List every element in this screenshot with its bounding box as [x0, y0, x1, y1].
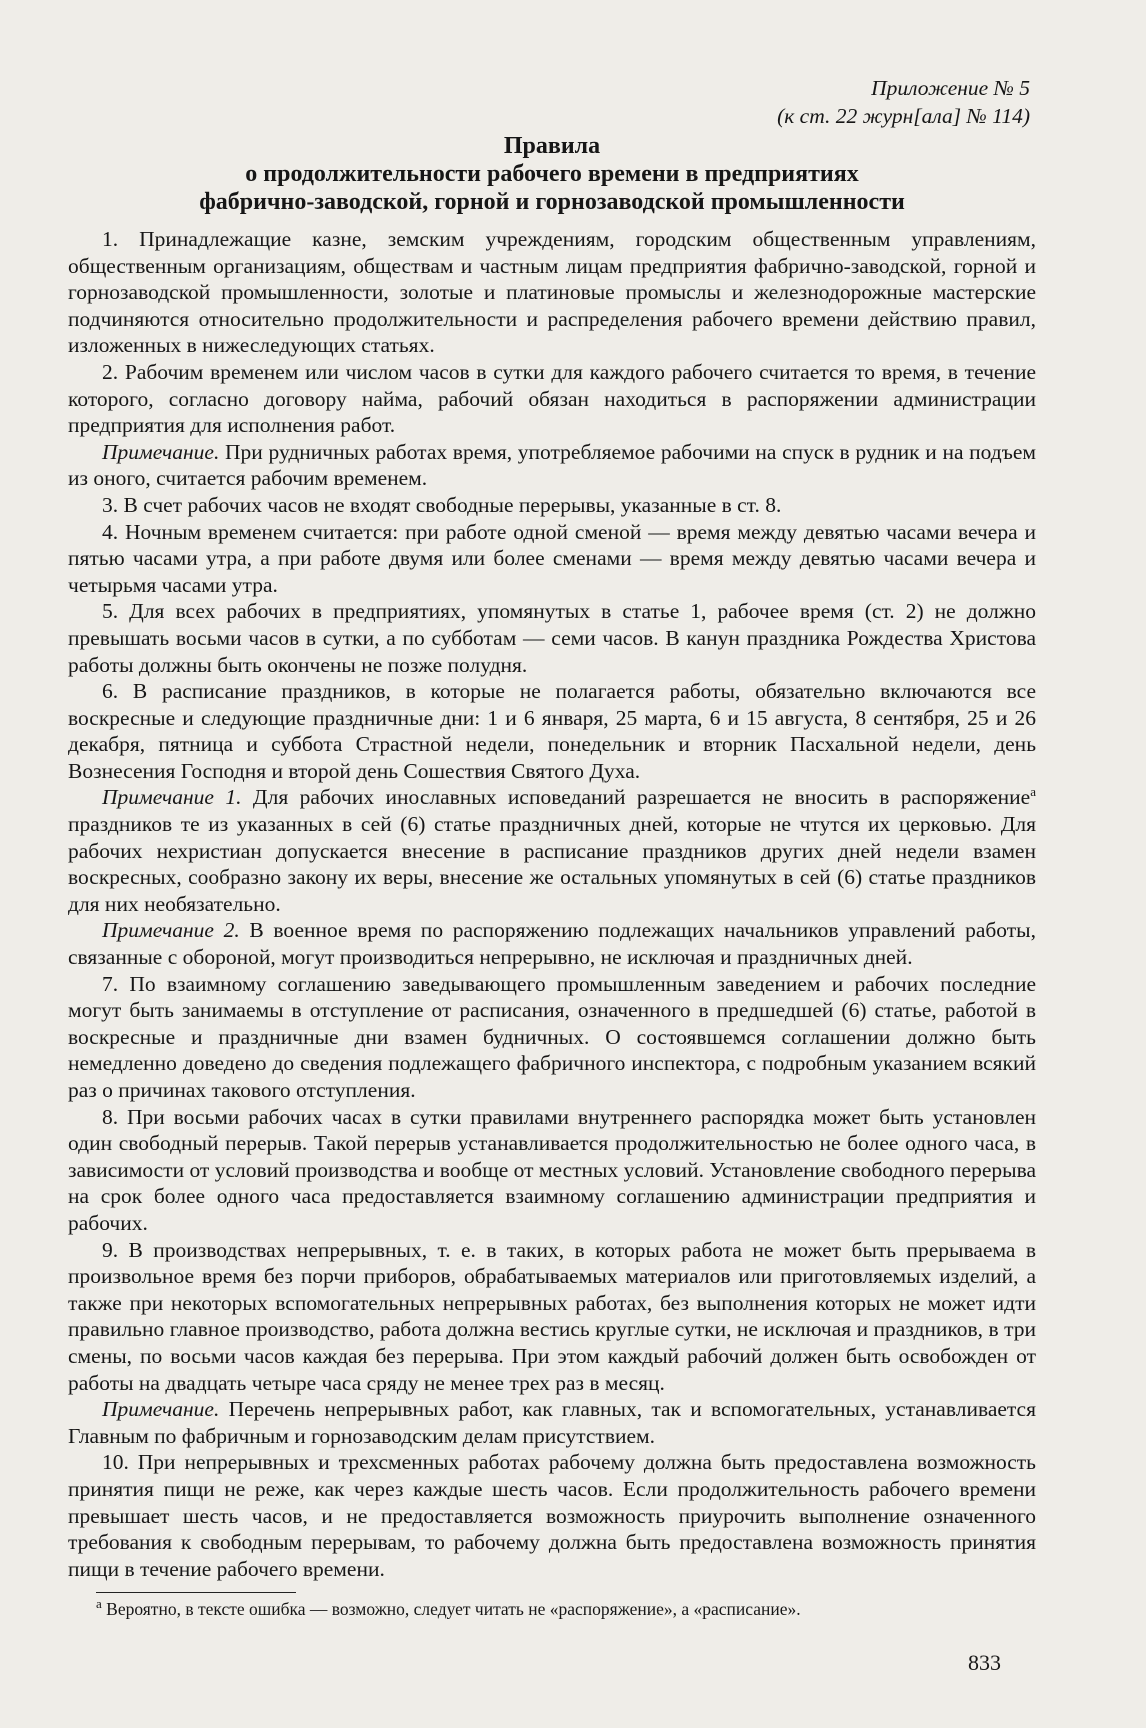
- article-2: 2. Рабочим временем или числом часов в сутки для каждого рабочего считается то время, в течение которого, согласно договору найма, рабочий обязан находиться в распоряжении администрации предприятия для исполнения работ.: [68, 359, 1036, 438]
- note-text: В военное время по распоряжению подлежащих начальников управлений работы, связанные с обороной, могут производиться непрерывно, не исключая и праздничных дней.: [68, 918, 1036, 970]
- footnote: [96, 1597, 1036, 1621]
- article-10: 10. При непрерывных и трехсменных работах рабочему должна быть предоставлена возможность принятия пищи не реже, как через каждые шесть часов. Если продолжительность рабочего времени превышает шесть часов, и не предоставляется возможность приурочить выполнение означенного требования к свободным перерывам, то рабочему должна быть предоставлена возможность принятия пищи в течение рабочего времени.: [68, 1450, 1036, 1581]
- document-title: [68, 132, 1036, 216]
- article-9: 9. В производствах непрерывных, т. е. в таких, в которых работа не может быть прерываема в произвольное время без порчи приборов, обрабатываемых материалов или приготовляемых изделий, а также при некоторых вспомогательных непрерывных работах, без выполнения которых не может идти правильно главное производство, работа должна вестись круглые сутки, не исключая и праздников, в три смены, по восьми часов каждая без перерыва. При этом каждый рабочий должен быть освобожден от работы на двадцать четыре часа сряду не менее трех раз в месяц.: [68, 1237, 1036, 1395]
- article-9-note: [68, 1396, 1036, 1449]
- note-label: Примечание 1.: [102, 785, 242, 810]
- appendix-header: [68, 74, 1030, 130]
- note-label: Примечание.: [102, 439, 220, 464]
- page-number: 833: [968, 1650, 1001, 1675]
- document-body: [68, 226, 1036, 1582]
- note-text: праздников те из указанных в сей (6) статье праздничных дней, которые не чтутся их церковью. Для рабочих нехристиан допускается внесение в расписание праздников других дней недели взамен воскресных, сообразно закону их веры, внесение же остальных упомянутых в сей (6) статье праздников для них необязательно.: [68, 812, 1036, 916]
- title-line-2: о продолжительности рабочего времени в предприятиях: [245, 161, 859, 187]
- footnote-ref: а: [1030, 784, 1036, 800]
- article-6-note-1: [68, 784, 1036, 917]
- article-1: 1. Принадлежащие казне, земским учреждениям, городским общественным управлениям, общественным организациям, обществам и частным лицам предприятия фабрично-заводской, горной и горнозаводской промышленности, золотые и платиновые промыслы и железнодорожные мастерские подчиняются относительно продолжительности и распределения рабочего времени действию правил, изложенных в нижеследующих статьях.: [68, 227, 1036, 358]
- title-line-3: фабрично-заводской, горной и горнозаводской промышленности: [199, 189, 905, 215]
- title-line-1: Правила: [503, 133, 601, 159]
- note-label: Примечание.: [102, 1397, 220, 1422]
- appendix-reference: (к ст. 22 журн[ала] № 114): [777, 104, 1030, 128]
- article-6: 6. В расписание праздников, в которые не полагается работы, обязательно включаются все воскресные и следующие праздничные дни: 1 и 6 января, 25 марта, 6 и 15 августа, 8 сентября, 25 и 26 декабря, пятница и суббота Страстной недели, понедельник и вторник Пасхальной недели, день Вознесения Господня и второй день Сошествия Святого Духа.: [68, 679, 1036, 783]
- footnote-text: Вероятно, в тексте ошибка — возможно, следует читать не «распоряжение», а «расписание».: [101, 1599, 801, 1620]
- article-8: 8. При восьми рабочих часах в сутки правилами внутреннего распорядка может быть установлен один свободный перерыв. Такой перерыв устанавливается продолжительностью не более одного часа, в зависимости от условий производства и вообще от местных условий. Установление свободного перерыва на срок более одного часа предоставляется взаимному соглашению администрации предприятия и рабочих.: [68, 1104, 1036, 1235]
- article-4: 4. Ночным временем считается: при работе одной сменой — время между девятью часами вечера и пятью часами утра, а при работе двумя или более сменами — время между девятью часами вечера и четырьмя часами утра.: [68, 519, 1036, 597]
- article-6-note-2: [68, 917, 1036, 970]
- footnote-divider: [96, 1592, 296, 1593]
- article-7: 7. По взаимному соглашению заведывающего промышленным заведением и рабочих последние могут быть занимаемы в отступление от расписания, означенного в предшедшей (6) статье, работой в воскресные и праздничные дни взамен будничных. О состоявшемся соглашении должно быть немедленно доведено до сведения подлежащего фабричного инспектора, с подробным указанием всякий раз о причинах такового отступления.: [68, 971, 1036, 1102]
- appendix-number: Приложение № 5: [871, 76, 1030, 100]
- footnote-marker: а: [96, 1596, 102, 1612]
- note-label: Примечание 2.: [102, 918, 240, 943]
- note-text: Перечень непрерывных работ, как главных, так и вспомогательных, устанавливается Главным по фабричным и горнозаводским делам присутствием.: [68, 1397, 1036, 1448]
- article-5: 5. Для всех рабочих в предприятиях, упомянутых в статье 1, рабочее время (ст. 2) не должно превышать восьми часов в сутки, а по субботам — семи часов. В канун праздника Рождества Христова работы должны быть окончены не позже полудня.: [68, 599, 1036, 677]
- note-text: При рудничных работах время, употребляемое рабочими на спуск в рудник и на подъем из оного, считается рабочим временем.: [68, 439, 1036, 491]
- note-text: Для рабочих инославных исповеданий разрешается не вносить в распоряжение: [241, 785, 1031, 810]
- article-2-note: [68, 439, 1036, 492]
- article-3: 3. В счет рабочих часов не входят свободные перерывы, указанные в ст. 8.: [102, 492, 782, 517]
